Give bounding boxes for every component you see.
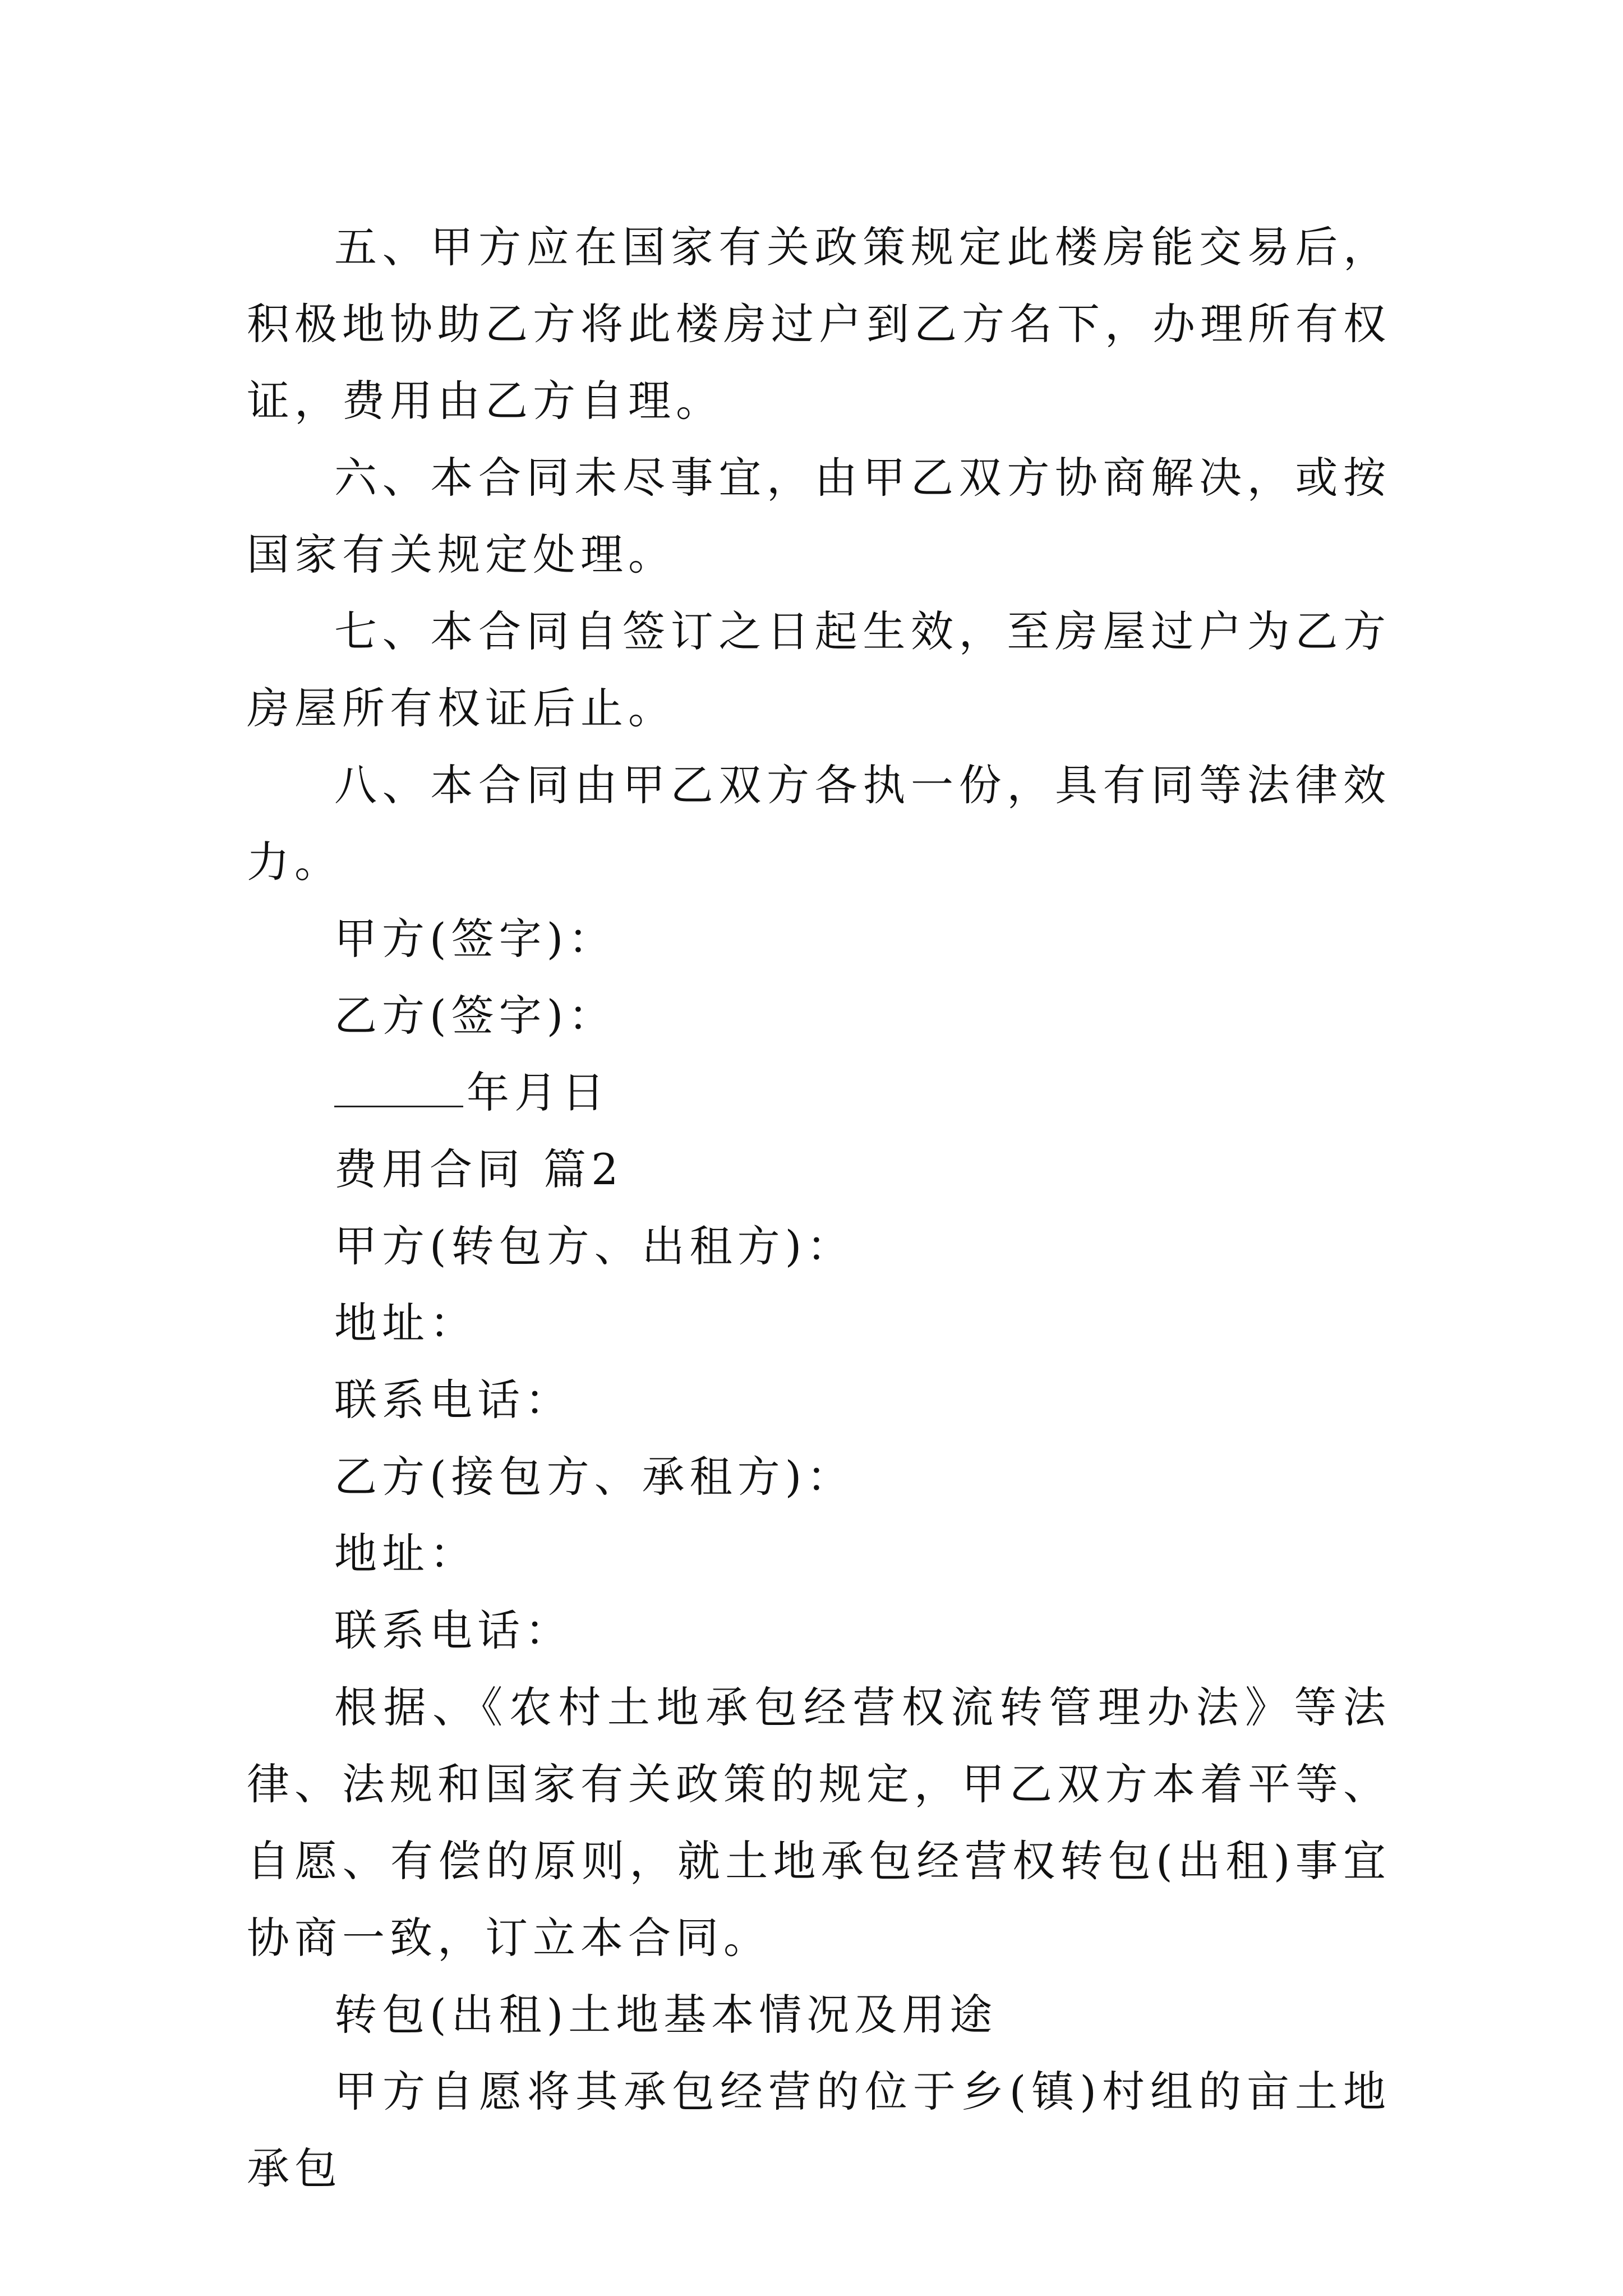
party-a-signature-line: 甲方(签字)： — [334, 914, 616, 964]
date-blank-underline — [334, 1101, 463, 1107]
section-title: 费用合同 篇2 — [334, 1144, 624, 1194]
clause-6: 六、本合同未尽事宜，由甲乙双方协商解决，或按国家有关规定处理。 — [247, 453, 1391, 579]
date-label: 年月日 — [467, 1068, 610, 1117]
party-b-label: 乙方(接包方、承租方)： — [334, 1452, 855, 1502]
party-a-phone: 联系电话： — [334, 1375, 573, 1425]
clause-8: 八、本合同由甲乙双方各执一份，具有同等法律效力。 — [247, 760, 1391, 887]
party-a-address: 地址： — [334, 1298, 477, 1348]
subheading: 转包(出租)土地基本情况及用途 — [334, 1990, 998, 2040]
party-b-signature-line: 乙方(签字)： — [334, 991, 616, 1041]
party-b-address: 地址： — [334, 1529, 477, 1579]
clause-7: 七、本合同自签订之日起生效，至房屋过户为乙方房屋所有权证后止。 — [247, 606, 1391, 733]
party-b-phone: 联系电话： — [334, 1605, 573, 1655]
date-line — [247, 1054, 1391, 1131]
party-a-label: 甲方(转包方、出租方)： — [334, 1221, 855, 1271]
clause-5: 五、甲方应在国家有关政策规定此楼房能交易后，积极地协助乙方将此楼房过户到乙方名下，办理所有权证，费用由乙方自理。 — [247, 222, 1391, 426]
document-body — [247, 209, 1391, 2207]
intro-paragraph: 根据、《农村土地承包经营权流转管理办法》等法律、法规和国家有关政策的规定，甲乙双方本着平等、自愿、有偿的原则，就土地承包经营权转包(出租)事宜协商一致，订立本合同。 — [247, 1682, 1391, 1963]
final-paragraph: 甲方自愿将其承包经营的位于乡(镇)村组的亩土地承包 — [247, 2067, 1391, 2193]
